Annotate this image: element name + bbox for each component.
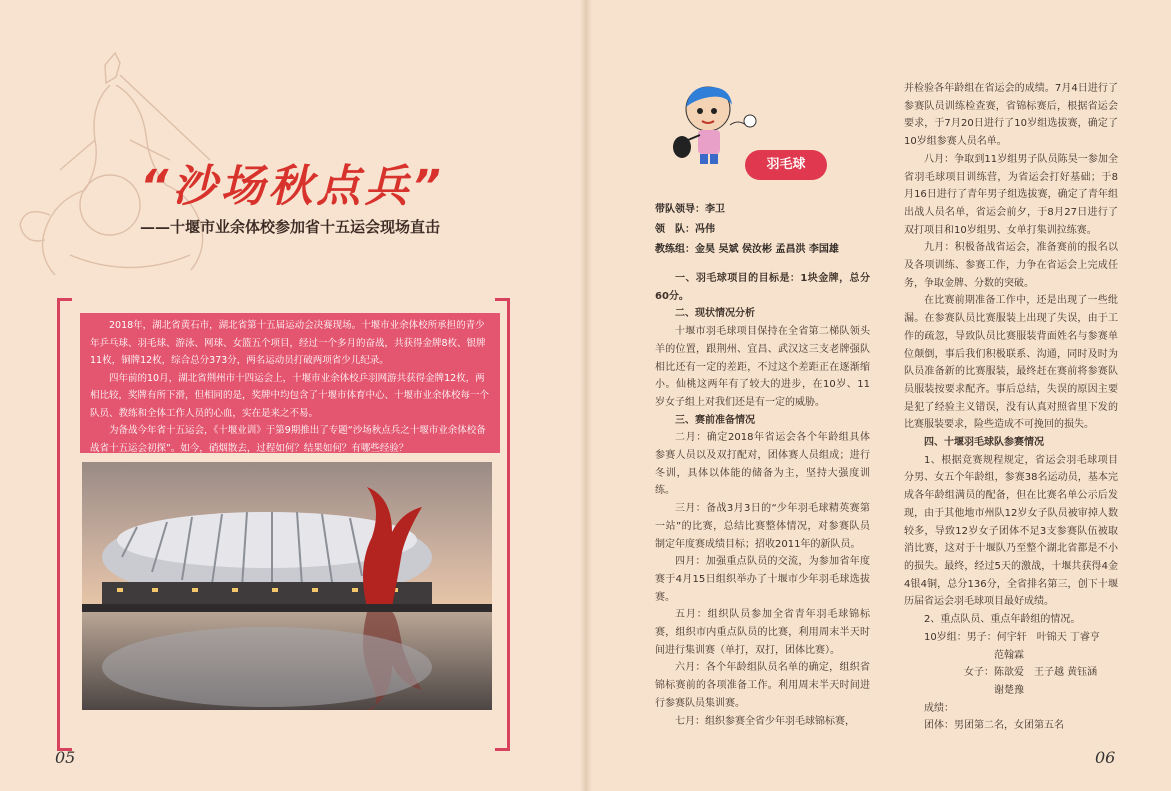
intro-paragraph: 四年前的10月，湖北省荆州市十四运会上，十堰市业余体校乒羽网游共获得金牌12枚，两相比较，奖牌有所下滑，但相同的是，奖牌中均包含了十堰市体育中心、十堰市业余体校每一个队员、教练和全体工作人员的心血，实在是来之不易。 bbox=[90, 372, 490, 419]
staff-line: 教练组：金昊 吴斌 侯汝彬 孟昌洪 李国雄 bbox=[655, 244, 839, 255]
article-paragraph: 九月：积极备战省运会，准备赛前的报名以及各项训练、参赛工作，力争在省运会上完成任务，争取金牌、分数的突破。 bbox=[904, 242, 1118, 289]
article-paragraph: 四月：加强重点队员的交流，为参加省年度赛于4月15日组织举办了十堰市少年羽毛球选拔赛。 bbox=[655, 556, 870, 603]
section-heading: 一、羽毛球项目的目标是：1块金牌，总分60分。 bbox=[655, 273, 870, 302]
staff-list bbox=[655, 200, 875, 260]
page-number-right: 06 bbox=[1095, 748, 1116, 767]
article-paragraph: 在比赛前期准备工作中，还是出现了一些纰漏。在参赛队员比赛服装上出现了失误，由于工作的疏忽，导致队员比赛服装背面姓名与参赛单位颠倒，事后我们积极联系、沟通，同时及时为队员准备新的比赛服装，最终赶在赛前将参赛队员服装按要求配齐。事后总结，失误的原因主要是犯了经验主义错误，没有认真对照省里下发的比赛服装要求，险些造成不可挽回的损失。 bbox=[904, 295, 1118, 431]
article-column-1 bbox=[655, 270, 870, 730]
article-paragraph: 谢楚豫 bbox=[924, 684, 1024, 696]
left-page bbox=[0, 0, 585, 791]
section-heading: 二、现状情况分析 bbox=[675, 308, 755, 320]
article-paragraph: 二月：确定2018年省运会各个年龄组具体参赛人员以及双打配对，团体赛人员组成；进行冬训，具体以体能的储备为主，坚持大强度训练。 bbox=[655, 432, 870, 497]
bracket-bottom-right bbox=[495, 734, 510, 751]
article-paragraph: 八月：争取到11岁组男子队员陈昊一参加全省羽毛球项目训练营，为省运会打好基础；于8月16日进行了青年男子组选拔赛，确定了青年组出战人员名单，省运会前夕，于8月27日进行了双打项目和10岁组男、女单打集训拉练赛。 bbox=[904, 153, 1118, 236]
bracket-right-line bbox=[507, 298, 510, 748]
staff-line: 领 队：冯伟 bbox=[655, 224, 715, 235]
bracket-left-line bbox=[57, 298, 60, 748]
article-paragraph: 七月：组织参赛全省少年羽毛球锦标赛， bbox=[675, 715, 855, 727]
intro-paragraph: 2018年，湖北省黄石市，湖北省第十五届运动会决赛现场。十堰市业余体校所承担的青少年乒乓球、羽毛球、游泳、网球、女篮五个项目，经过一个多月的奋战，共获得金牌8枚、银牌11枚，铜牌12枚，综合总分373分，两名运动员打破两项省少儿纪录。 bbox=[90, 320, 486, 366]
article-paragraph: 10岁组：男子：何宇轩 叶锦天 丁睿亨 bbox=[924, 631, 1100, 643]
article-paragraph: 并检验各年龄组在省运会的成绩。7月4日进行了参赛队员训练检查赛，省锦标赛后，根据省运会要求，于7月20日进行了10岁组选拔赛，确定了10岁组参赛人员名单。 bbox=[904, 83, 1118, 148]
article-paragraph: 2、重点队员、重点年龄组的情况。 bbox=[924, 614, 1081, 626]
article-paragraph: 团体：男团第二名，女团第五名 bbox=[924, 720, 1064, 732]
article-paragraph: 范翰霖 bbox=[924, 649, 1024, 661]
intro-paragraph: 为备战今年省十五运会，《十堰业训》于第9期推出了专题“沙场秋点兵之十堰市业余体校备战省十五运会初探”。如今，硝烟散去，过程如何？结果如何？有哪些经验？ bbox=[90, 425, 486, 454]
article-paragraph: 六月：各个年龄组队员名单的确定，组织省锦标赛前的各项准备工作。利用周末半天时间进行参赛队员集训赛。 bbox=[655, 662, 870, 709]
page-number-left: 05 bbox=[55, 748, 76, 767]
article-paragraph: 女子：陈歆爱 王子越 黄钰涵 bbox=[924, 667, 1098, 679]
section-heading: 三、赛前准备情况 bbox=[675, 414, 755, 426]
section-heading: 四、十堰羽毛球队参赛情况 bbox=[924, 437, 1044, 449]
article-paragraph: 五月：组织队员参加全省青年羽毛球锦标赛，组织市内重点队员的比赛，利用周末半天时间进行集训赛（单打，双打，团体比赛）。 bbox=[655, 609, 870, 656]
intro-box bbox=[80, 313, 500, 453]
sport-badge: 羽毛球 bbox=[745, 150, 827, 180]
article-paragraph: 成绩： bbox=[924, 702, 954, 714]
staff-line: 带队领导：李卫 bbox=[655, 204, 725, 215]
stadium-photo bbox=[82, 462, 492, 710]
article-paragraph: 1、根据竞赛规程规定，省运会羽毛球项目分男、女五个年龄组，参赛38名运动员，基本完成各年龄组满员的配备，但在比赛名单公示后发现，由于其他地市州队12岁女子队员被审掉人数较多，导致12岁女子团体不足3支参赛队伍被取消比赛，这对于十堰队乃至整个湖北省都是不小的损失。最终，经过5天的激战，十堰共获得4金4银4铜，总分136分，全省排名第三，创下十堰历届省运会羽毛球项目最好成绩。 bbox=[904, 454, 1118, 608]
page-title: “沙场秋点兵” bbox=[140, 161, 445, 212]
page-subtitle: ——十堰市业余体校参加省十五运会现场直击 bbox=[140, 218, 441, 236]
article-paragraph: 十堰市羽毛球项目保持在全省第二梯队领头羊的位置，跟荆州、宜昌、武汉这三支老牌强队相比还有一定的差距，不过这个差距正在逐渐缩小。仙桃这两年有了较大的进步，在10岁、11岁女子组上对我们还是有一定的威胁。 bbox=[655, 326, 870, 408]
article-column-2 bbox=[904, 80, 1118, 735]
article-paragraph: 三月：备战3月3日的“少年羽毛球精英赛第一站”的比赛，总结比赛整体情况，对参赛队员制定年度赛成绩目标；招收2011年的新队员。 bbox=[655, 503, 870, 550]
